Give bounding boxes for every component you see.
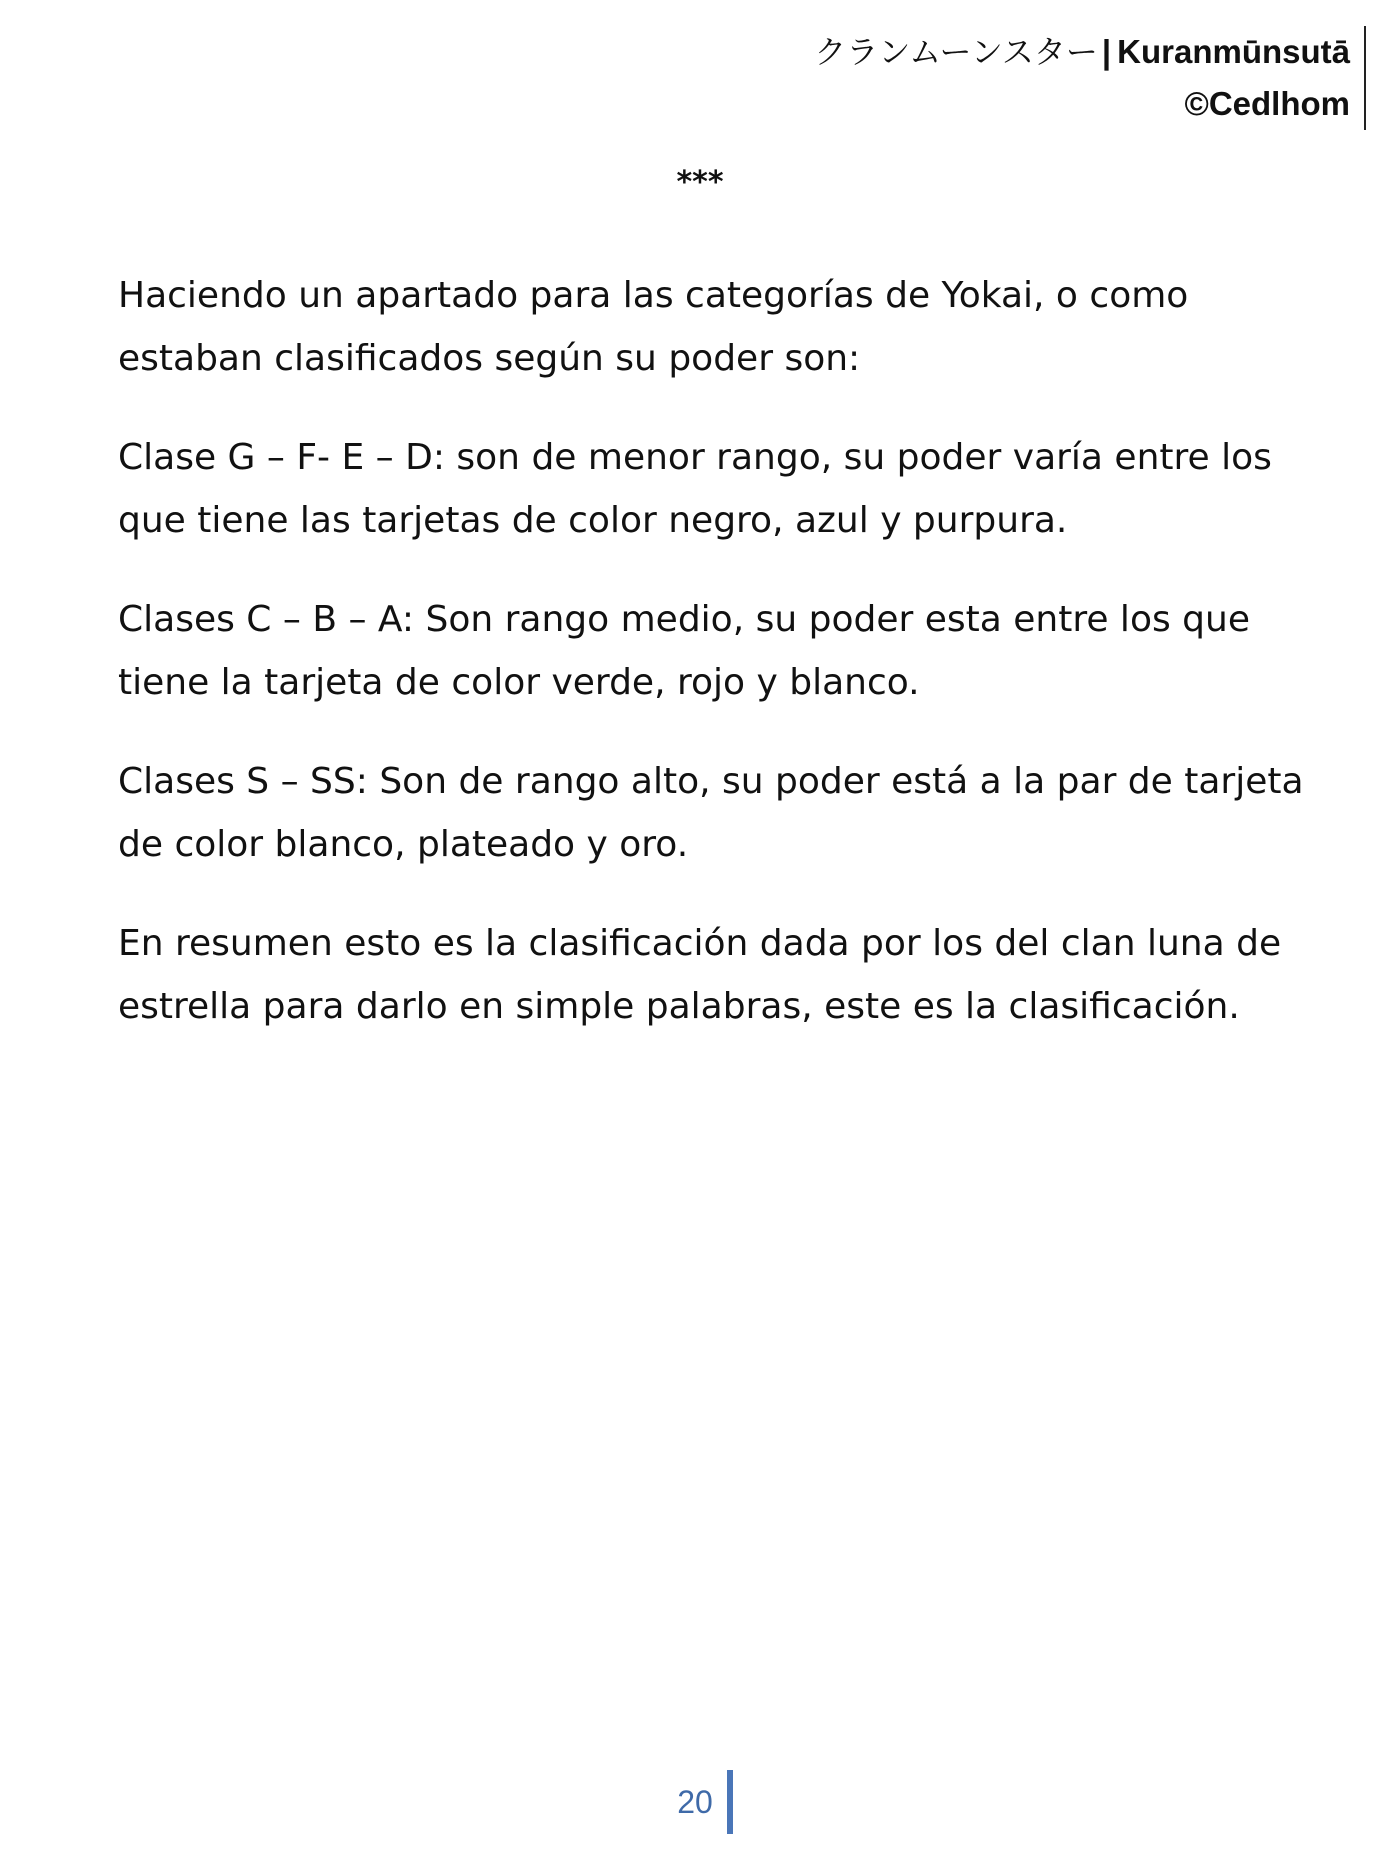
header-romanized-title: Kuranmūnsutā [1117, 33, 1350, 70]
header-title-line [814, 26, 1350, 78]
paragraph-intro: Haciendo un apartado para las categorías de Yokai, o como estaban clasificados según su poder son: [118, 275, 1189, 379]
paragraph-class-high: Clases S – SS: Son de rango alto, su poder está a la par de tarjeta de color blanco, plateado y oro. [118, 761, 1304, 865]
page-header [814, 26, 1366, 130]
header-separator: | [1101, 33, 1112, 70]
section-separator: *** [676, 165, 724, 200]
page-number: 20 [677, 1770, 733, 1834]
paragraph-class-mid: Clases C – B – A: Son rango medio, su poder esta entre los que tiene la tarjeta de color verde, rojo y blanco. [118, 599, 1250, 703]
page-body [118, 264, 1318, 1074]
header-japanese-title: クランムーンスター [814, 33, 1098, 71]
header-copyright: ©Cedlhom [1184, 85, 1350, 122]
page-footer [0, 1770, 1400, 1834]
paragraph-class-low: Clase G – F- E – D: son de menor rango, su poder varía entre los que tiene las tarjetas de color negro, azul y purpura. [118, 437, 1272, 541]
paragraph-summary: En resumen esto es la clasificación dada por los del clan luna de estrella para darlo en simple palabras, este es la clasificación. [118, 923, 1282, 1027]
